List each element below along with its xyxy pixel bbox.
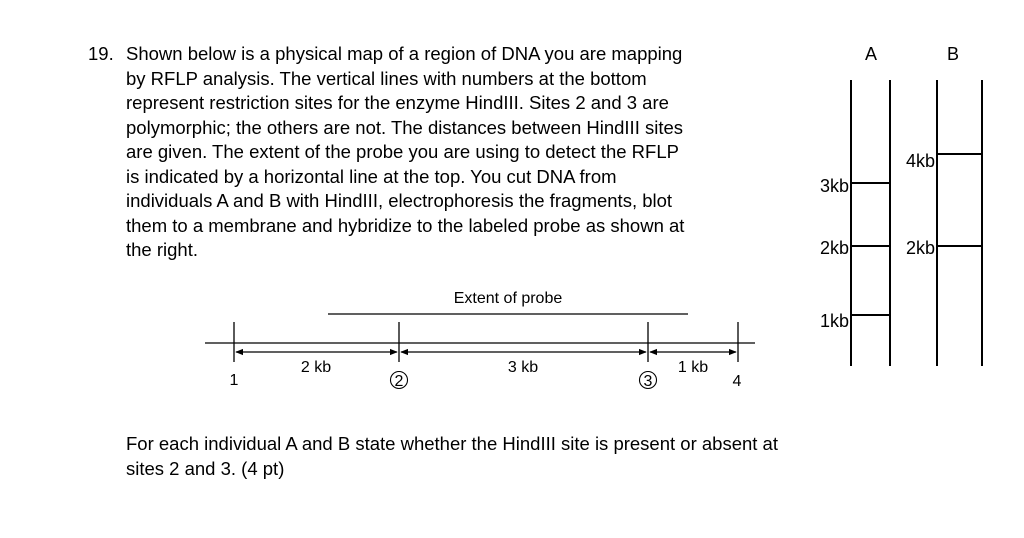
lane-b-label-2kb: 2kb (905, 238, 935, 258)
marker-label-3kb: 3kb (819, 176, 849, 196)
question-line: the right. (126, 239, 198, 260)
gel-blot (820, 44, 982, 366)
question-line: them to a membrane and hybridize to the labeled probe as shown at (126, 214, 685, 236)
lane-a-label: A (864, 44, 878, 64)
lane-b-label-4kb: 4kb (905, 151, 935, 171)
distance-label: 1 kb (677, 359, 709, 376)
question-line: is indicated by a horizontal line at the top. You cut DNA from (126, 165, 617, 187)
question-line: polymorphic; the others are not. The distances between HindIII sites (126, 116, 684, 138)
marker-label-2kb: 2kb (819, 238, 849, 258)
question-line: Shown below is a physical map of a region of DNA you are mapping (126, 43, 683, 64)
question-line: individuals A and B with HindIII, electrophoresis the fragments, blot (126, 190, 673, 211)
site-label: 4 (732, 373, 742, 390)
question-line: are given. The extent of the probe you are using to detect the RFLP (126, 141, 679, 162)
question-number: 19. (88, 43, 114, 64)
followup-question (126, 432, 926, 481)
site-label: 1 (229, 372, 239, 389)
physical-map (205, 290, 755, 390)
marker-label-1kb: 1kb (819, 311, 849, 331)
distance-label: 3 kb (507, 359, 539, 376)
lane-b-label: B (946, 44, 960, 64)
question-line: by RFLP analysis. The vertical lines with numbers at the bottom (126, 67, 647, 89)
distance-label: 2 kb (300, 359, 332, 376)
site-label: 2 (394, 373, 404, 390)
followup-line: sites 2 and 3. (4 pt) (126, 457, 285, 479)
question-line: represent restriction sites for the enzyme HindIII. Sites 2 and 3 are (126, 92, 669, 113)
followup-line: For each individual A and B state whether the HindIII site is present or absent at (126, 433, 778, 454)
probe-label: Extent of probe (453, 290, 563, 307)
site-label: 3 (643, 373, 653, 390)
